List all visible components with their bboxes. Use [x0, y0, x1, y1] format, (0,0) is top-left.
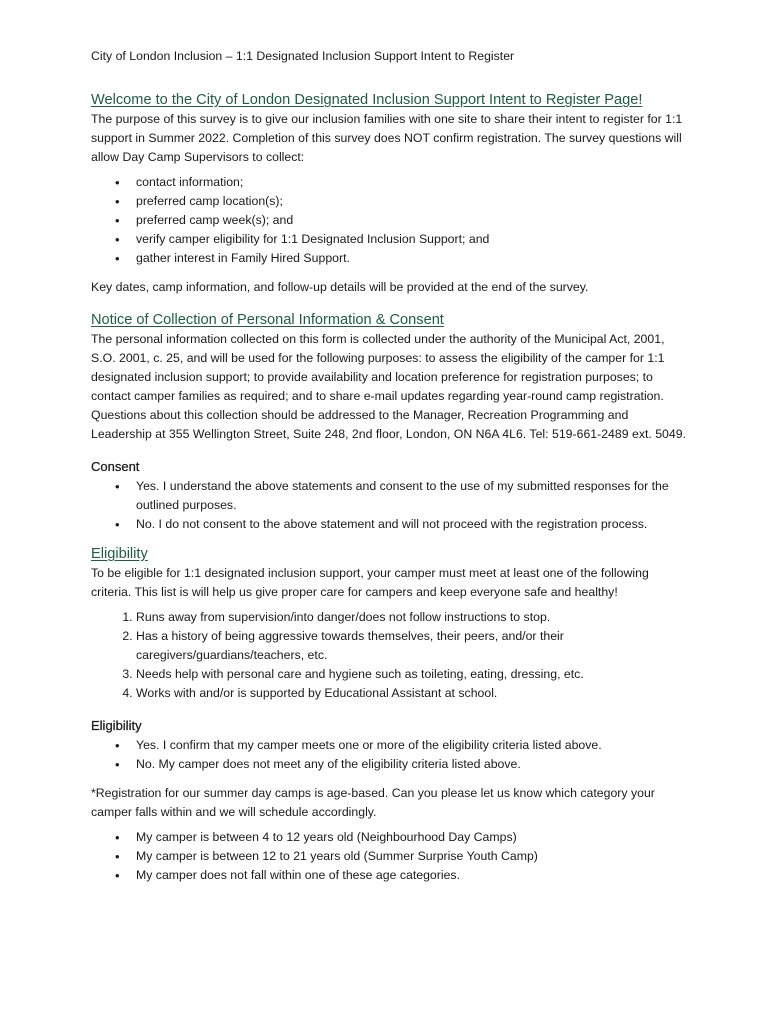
eligibility-criteria: [91, 608, 690, 703]
eligibility-intro: To be eligible for 1:1 designated inclusion support, your camper must meet at least one of the following criteria. This list is will help us give proper care for campers and keep everyone safe and healthy!: [91, 566, 649, 599]
eligibility-section: [91, 544, 690, 703]
consent-options: [91, 477, 690, 534]
age-section: [91, 784, 690, 885]
age-option-4-12: • My camper is between 4 to 12 years old (Neighbourhood Day Camps): [136, 828, 690, 847]
notice-section: [91, 310, 690, 444]
list-item: • preferred camp week(s); and: [136, 211, 690, 230]
eligibility-option-yes: • Yes. I confirm that my camper meets one or more of the eligibility criteria listed above.: [136, 736, 690, 755]
welcome-heading: Welcome to the City of London Designated Inclusion Support Intent to Register Page!: [91, 92, 643, 108]
age-intro: *Registration for our summer day camps is age-based. Can you please let us know which category your camper falls within and we will schedule accordingly.: [91, 786, 655, 819]
eligibility-confirm-section: [91, 716, 690, 774]
eligibility-option-no: • No. My camper does not meet any of the eligibility criteria listed above.: [136, 755, 690, 774]
welcome-section: [91, 90, 690, 297]
list-item: • preferred camp location(s);: [136, 192, 690, 211]
list-item: • verify camper eligibility for 1:1 Designated Inclusion Support; and: [136, 230, 690, 249]
eligibility-confirm-heading: Eligibility: [91, 718, 142, 733]
criteria-item: 4. Works with and/or is supported by Educational Assistant at school.: [136, 684, 690, 703]
list-item: • contact information;: [136, 173, 690, 192]
consent-option-yes: • Yes. I understand the above statements and consent to the use of my submitted responses for the outlined purposes.: [136, 477, 690, 515]
criteria-item: 2. Has a history of being aggressive towards themselves, their peers, and/or their caregivers/guardians/teachers, etc.: [136, 627, 690, 665]
criteria-item: 3. Needs help with personal care and hygiene such as toileting, eating, dressing, etc.: [136, 665, 690, 684]
consent-option-no: • No. I do not consent to the above statement and will not proceed with the registration process.: [136, 515, 690, 534]
notice-heading: Notice of Collection of Personal Information & Consent: [91, 312, 444, 328]
notice-body: The personal information collected on this form is collected under the authority of the Municipal Act, 2001, S.O. 2001, c. 25, and will be used for the following purposes: to assess the eligibility of the camper for 1:1 designated inclusion support; to provide availability and location preference for registration purposes; to contact camper families as required; and to share e-mail updates regarding year-round camp registration. Questions about this collection should be addressed to the Manager, Recreation Programming and Leadership at 355 Wellington Street, Suite 248, 2nd floor, London, ON N6A 4L6. Tel: 519-661-2489 ext. 5049.: [91, 332, 686, 441]
criteria-item: 1. Runs away from supervision/into danger/does not follow instructions to stop.: [136, 608, 690, 627]
eligibility-heading: Eligibility: [91, 546, 148, 562]
list-item: • gather interest in Family Hired Support.: [136, 249, 690, 268]
welcome-intro: The purpose of this survey is to give our inclusion families with one site to share their intent to register for 1:1 support in Summer 2022. Completion of this survey does NOT confirm registration. The survey questions will allow Day Camp Supervisors to collect:: [91, 112, 683, 164]
age-option-none: • My camper does not fall within one of these age categories.: [136, 866, 690, 885]
running-header: City of London Inclusion – 1:1 Designated Inclusion Support Intent to Register: [91, 49, 515, 63]
age-options: [91, 828, 690, 885]
age-option-12-21: • My camper is between 12 to 21 years old (Summer Surprise Youth Camp): [136, 847, 690, 866]
consent-section: [91, 457, 690, 534]
welcome-closing: Key dates, camp information, and follow-up details will be provided at the end of the survey.: [91, 280, 589, 294]
consent-heading: Consent: [91, 459, 140, 474]
eligibility-confirm-options: [91, 736, 690, 774]
collect-list: [91, 173, 690, 268]
